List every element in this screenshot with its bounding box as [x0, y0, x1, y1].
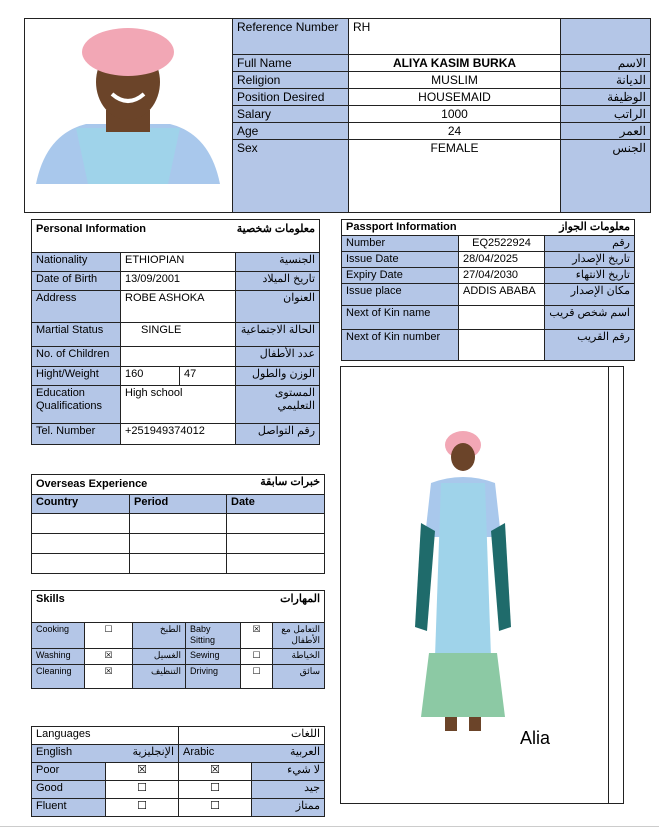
nationality-value: ETHIOPIAN: [121, 253, 236, 272]
portrait-photo: [26, 24, 230, 184]
page-bottom-divider: [0, 826, 659, 827]
english-fluent-checkbox[interactable]: ☐: [106, 799, 179, 817]
nationality-label-ar: الجنسية: [236, 253, 320, 272]
personal-info-title: Personal Information: [32, 220, 180, 253]
religion-label: Religion: [233, 72, 349, 89]
sex-value: FEMALE: [349, 140, 561, 213]
arabic-label: Arabic: [179, 745, 252, 763]
skill-babysitting-checkbox[interactable]: ☒: [241, 623, 273, 649]
skill-babysitting-label-ar: التعامل مع الأطفال: [273, 623, 325, 649]
skill-washing-label: Washing: [32, 649, 85, 665]
skill-cooking-label: Cooking: [32, 623, 85, 649]
sex-label-ar: الجنس: [561, 140, 651, 213]
age-label-ar: العمر: [561, 123, 651, 140]
issue-date-label-ar: تاريخ الإصدار: [545, 252, 635, 268]
position-value: HOUSEMAID: [349, 89, 561, 106]
marital-label: Martial Status: [32, 323, 121, 347]
children-value: [121, 347, 236, 367]
skill-cleaning-checkbox[interactable]: ☒: [85, 665, 133, 689]
kin-number-label: Next of Kin number: [342, 330, 459, 361]
overseas-col-country: Country: [32, 495, 130, 514]
expiry-date-label-ar: تاريخ الانتهاء: [545, 268, 635, 284]
sex-label: Sex: [233, 140, 349, 213]
skill-sewing-checkbox[interactable]: ☐: [241, 649, 273, 665]
full-body-photo-frame: [340, 366, 624, 804]
arabic-fluent-checkbox[interactable]: ☐: [179, 799, 252, 817]
height-weight-label-ar: الوزن والطول: [236, 367, 320, 386]
tel-label: Tel. Number: [32, 424, 121, 445]
tel-value: +251949374012: [121, 424, 236, 445]
skill-babysitting-label: Baby Sitting: [186, 623, 241, 649]
overseas-title-ar: خبرات سابقة: [227, 475, 325, 495]
expiry-date-value: 27/04/2030: [459, 268, 545, 284]
position-label-ar: الوظيفة: [561, 89, 651, 106]
skills-title: Skills: [32, 591, 186, 623]
skill-cleaning-label: Cleaning: [32, 665, 85, 689]
passport-info-table: [341, 219, 635, 361]
language-level-good: Good: [32, 781, 106, 799]
languages-title-ar: اللغات: [179, 727, 325, 745]
language-level-good-ar: جيد: [252, 781, 325, 799]
overseas-col-date: Date: [227, 495, 325, 514]
language-level-poor-ar: لا شيء: [252, 763, 325, 781]
skills-table: [31, 590, 325, 689]
kin-name-label: Next of Kin name: [342, 306, 459, 330]
passport-number-label: Number: [342, 236, 459, 252]
overseas-title: Overseas Experience: [32, 475, 227, 495]
age-label: Age: [233, 123, 349, 140]
skill-driving-label-ar: سائق: [273, 665, 325, 689]
full-name-label: Full Name: [233, 55, 349, 72]
full-name-label-ar: الاسم: [561, 55, 651, 72]
overseas-col-period: Period: [130, 495, 227, 514]
nationality-label: Nationality: [32, 253, 121, 272]
skill-sewing-label: Sewing: [186, 649, 241, 665]
arabic-good-checkbox[interactable]: ☐: [179, 781, 252, 799]
languages-table: [31, 726, 325, 817]
children-label-ar: عدد الأطفال: [236, 347, 320, 367]
position-label: Position Desired: [233, 89, 349, 106]
languages-title: Languages: [32, 727, 179, 745]
language-level-fluent-ar: ممتاز: [252, 799, 325, 817]
personal-info-title-ar: معلومات شخصية: [180, 220, 320, 253]
english-label-ar: الإنجليزية: [106, 745, 179, 763]
education-value: High school: [121, 386, 236, 424]
issue-date-value: 28/04/2025: [459, 252, 545, 268]
marital-label-ar: الحالة الاجتماعية: [236, 323, 320, 347]
english-poor-checkbox[interactable]: ☒: [106, 763, 179, 781]
english-good-checkbox[interactable]: ☐: [106, 781, 179, 799]
full-body-photo: [413, 427, 513, 737]
expiry-date-label: Expiry Date: [342, 268, 459, 284]
kin-name-label-ar: اسم شخص قريب: [545, 306, 635, 330]
table-row: [32, 514, 325, 534]
passport-number-value: EQ2522924: [459, 236, 545, 252]
passport-number-label-ar: رقم: [545, 236, 635, 252]
children-label: No. of Children: [32, 347, 121, 367]
age-value: 24: [349, 123, 561, 140]
full-name-value: ALIYA KASIM BURKA: [349, 55, 561, 72]
english-label: English: [32, 745, 106, 763]
height-value: 160: [121, 367, 180, 386]
dob-label-ar: تاريخ الميلاد: [236, 272, 320, 291]
reference-value: RH: [349, 19, 561, 55]
skill-driving-label: Driving: [186, 665, 241, 689]
skills-title-ar: المهارات: [186, 591, 325, 623]
passport-info-title-ar: معلومات الجواز: [545, 220, 635, 236]
arabic-label-ar: العربية: [252, 745, 325, 763]
issue-date-label: Issue Date: [342, 252, 459, 268]
salary-label-ar: الراتب: [561, 106, 651, 123]
education-label: Education Qualifications: [32, 386, 121, 424]
issue-place-label-ar: مكان الإصدار: [545, 284, 635, 306]
salary-label: Salary: [233, 106, 349, 123]
photo-caption-name: Alia: [520, 728, 551, 748]
frame-divider: [608, 367, 609, 803]
education-label-ar: المستوى التعليمي: [236, 386, 320, 424]
language-level-poor: Poor: [32, 763, 106, 781]
skill-driving-checkbox[interactable]: ☐: [241, 665, 273, 689]
weight-value: 47: [180, 367, 236, 386]
passport-info-title: Passport Information: [342, 220, 545, 236]
skill-washing-label-ar: الغسيل: [133, 649, 186, 665]
salary-value: 1000: [349, 106, 561, 123]
dob-value: 13/09/2001: [121, 272, 236, 291]
religion-label-ar: الديانة: [561, 72, 651, 89]
address-label: Address: [32, 291, 121, 323]
kin-name-value: [459, 306, 545, 330]
reference-label: Reference Number: [233, 19, 349, 55]
skill-sewing-label-ar: الخياطة: [273, 649, 325, 665]
skill-washing-checkbox[interactable]: ☒: [85, 649, 133, 665]
tel-label-ar: رقم التواصل: [236, 424, 320, 445]
table-row: [32, 554, 325, 574]
religion-value: MUSLIM: [349, 72, 561, 89]
skill-cooking-checkbox[interactable]: ☐: [85, 623, 133, 649]
issue-place-label: Issue place: [342, 284, 459, 306]
marital-value: SINGLE: [121, 323, 236, 347]
address-value: ROBE ASHOKA: [121, 291, 236, 323]
skill-cooking-label-ar: الطبخ: [133, 623, 186, 649]
height-weight-label: Hight/Weight: [32, 367, 121, 386]
kin-number-value: [459, 330, 545, 361]
address-label-ar: العنوان: [236, 291, 320, 323]
dob-label: Date of Birth: [32, 272, 121, 291]
kin-number-label-ar: رقم القريب: [545, 330, 635, 361]
issue-place-value: ADDIS ABABA: [459, 284, 545, 306]
reference-label-ar: [561, 19, 651, 55]
personal-info-table: [31, 219, 320, 445]
arabic-poor-checkbox[interactable]: ☒: [179, 763, 252, 781]
overseas-experience-table: [31, 474, 325, 574]
table-row: [32, 534, 325, 554]
skill-cleaning-label-ar: التنظيف: [133, 665, 186, 689]
language-level-fluent: Fluent: [32, 799, 106, 817]
